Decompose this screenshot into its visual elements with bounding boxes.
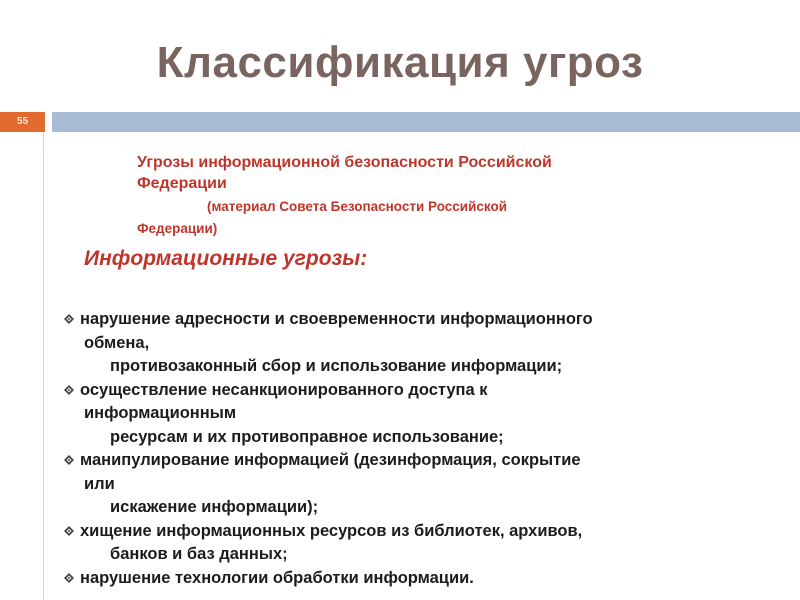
list-item [64, 567, 744, 591]
list-text: хищение информационных ресурсов из библиотек, архивов, [80, 521, 583, 540]
list-line [64, 379, 744, 403]
diamond-bullet-icon [64, 526, 74, 536]
list-line: противозаконный сбор и использование информации; [110, 357, 563, 375]
slide-title: Классификация угроз [156, 38, 644, 87]
list-line [64, 449, 744, 473]
list-item [64, 379, 744, 450]
header-line: (материал Совета Безопасности Российской [207, 199, 508, 214]
list-line: обмена, [84, 333, 150, 352]
list-text: нарушение адресности и своевременности информационного [80, 310, 593, 328]
list-line [64, 308, 744, 332]
slide-number: 55 [16, 116, 29, 127]
list-item [64, 308, 744, 379]
left-divider [43, 132, 44, 600]
header-line: Угрозы информационной безопасности Российской [137, 154, 552, 171]
header-block [137, 152, 677, 194]
diamond-bullet-icon [64, 314, 74, 324]
header-bar [52, 112, 800, 132]
header-line: Федерации) [137, 221, 218, 236]
list-text: нарушение технологии обработки информации. [80, 568, 474, 587]
list-line: ресурсам и их противоправное использование; [110, 427, 504, 446]
header-line: Федерации [137, 175, 227, 192]
diamond-bullet-icon [64, 385, 74, 395]
section-subtitle: Информационные угрозы: [84, 247, 368, 270]
list-text: манипулирование информацией (дезинформация, сокрытие [80, 451, 581, 469]
diamond-bullet-icon [64, 455, 74, 465]
threat-list [64, 308, 744, 590]
list-line: информационным [84, 404, 237, 422]
list-text: осуществление несанкционированного доступа к [80, 380, 488, 399]
list-line [64, 520, 744, 544]
diamond-bullet-icon [64, 573, 74, 583]
list-item [64, 449, 744, 520]
header-source [137, 196, 677, 240]
list-line: искажение информации); [110, 498, 319, 516]
list-line: банков и баз данных; [110, 545, 288, 563]
list-line [64, 567, 744, 591]
list-line: или [84, 474, 115, 493]
list-item [64, 520, 744, 567]
